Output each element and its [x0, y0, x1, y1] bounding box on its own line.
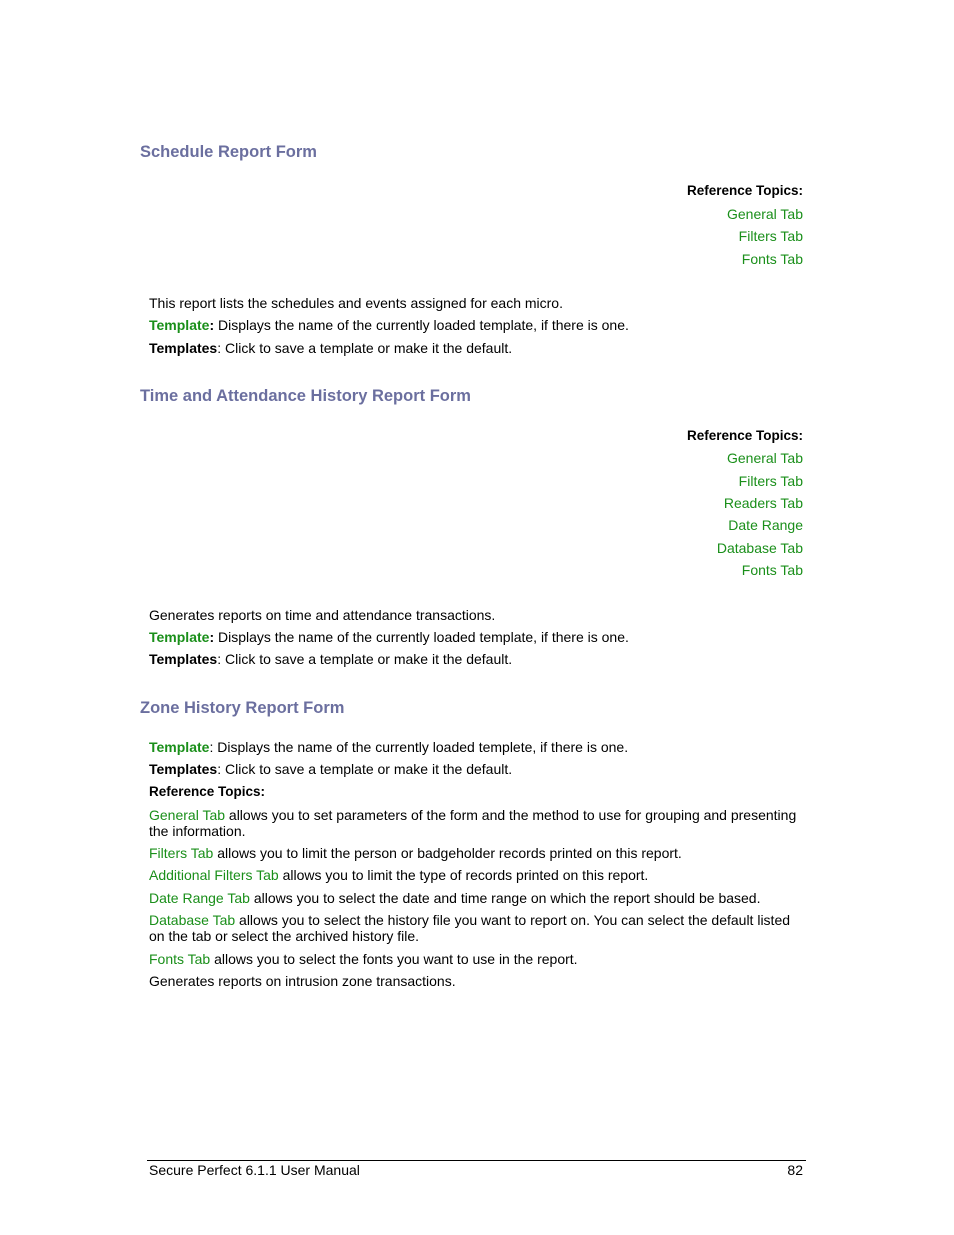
footer-divider [147, 1160, 806, 1161]
ref-item-text: allows you to set parameters of the form and the method to use for grouping and presenting the information. [149, 807, 797, 839]
ref-item-text: allows you to limit the type of records printed on this report. [278, 867, 649, 883]
ref-link-general-tab[interactable]: General Tab [149, 807, 226, 823]
template-line [149, 739, 809, 755]
section-heading-time-attendance: Time and Attendance History Report Form [140, 387, 471, 405]
templates-label: Templates [149, 651, 218, 667]
templates-text: : Click to save a template or make it the default. [217, 651, 513, 667]
template-label: Template [149, 629, 210, 645]
templates-text: : Click to save a template or make it the default. [217, 761, 513, 777]
templates-text: : Click to save a template or make it the default. [217, 340, 513, 356]
templates-line [149, 651, 809, 667]
template-line [149, 629, 809, 645]
ref-item-database-tab [149, 912, 809, 944]
ref-link-filters-tab[interactable]: Filters Tab [738, 228, 803, 244]
ref-link-database-tab[interactable]: Database Tab [716, 540, 803, 556]
ref-link-fonts-tab[interactable]: Fonts Tab [741, 562, 803, 578]
ref-link-readers-tab[interactable]: Readers Tab [723, 495, 803, 511]
ref-link-fonts-tab[interactable]: Fonts Tab [149, 951, 211, 967]
template-label: Template [149, 739, 210, 755]
ref-item-additional-filters-tab [149, 867, 809, 883]
templates-line [149, 761, 809, 777]
ref-item-text: allows you to select the history file you want to report on. You can select the default listed on the tab or select the archived history file. [149, 912, 791, 944]
ref-link-filters-tab[interactable]: Filters Tab [738, 473, 803, 489]
ref-link-date-range-tab[interactable]: Date Range Tab [149, 890, 250, 906]
section-heading-zone-history: Zone History Report Form [140, 699, 345, 717]
templates-label: Templates [149, 340, 218, 356]
description: Generates reports on time and attendance transactions. [149, 607, 496, 623]
description: This report lists the schedules and events assigned for each micro. [149, 295, 563, 311]
ref-item-filters-tab [149, 845, 809, 861]
ref-item-fonts-tab [149, 951, 809, 967]
ref-link-general-tab[interactable]: General Tab [726, 206, 803, 222]
ref-link-filters-tab[interactable]: Filters Tab [149, 845, 214, 861]
ref-link-date-range[interactable]: Date Range [728, 517, 803, 533]
footer-manual-title: Secure Perfect 6.1.1 User Manual [149, 1162, 360, 1178]
reference-topics-heading: Reference Topics: [686, 183, 803, 198]
template-text: : Displays the name of the currently loaded templete, if there is one. [209, 739, 629, 755]
ref-item-text: allows you to select the fonts you want to use in the report. [210, 951, 578, 967]
footer-page-number: 82 [787, 1162, 803, 1178]
ref-link-database-tab[interactable]: Database Tab [149, 912, 236, 928]
ref-item-general-tab [149, 807, 809, 839]
template-text: Displays the name of the currently loaded template, if there is one. [214, 317, 629, 333]
templates-line [149, 340, 809, 356]
reference-topics-heading: Reference Topics: [149, 784, 266, 799]
ref-link-additional-filters-tab[interactable]: Additional Filters Tab [149, 867, 279, 883]
template-colon: : [209, 317, 215, 333]
ref-link-general-tab[interactable]: General Tab [726, 450, 803, 466]
description: Generates reports on intrusion zone transactions. [149, 973, 456, 989]
ref-item-date-range-tab [149, 890, 809, 906]
template-colon: : [209, 629, 215, 645]
reference-topics-heading: Reference Topics: [686, 428, 803, 443]
template-text: Displays the name of the currently loaded template, if there is one. [214, 629, 629, 645]
template-line [149, 317, 809, 333]
section-heading-schedule-report: Schedule Report Form [140, 143, 317, 161]
ref-item-text: allows you to select the date and time range on which the report should be based. [249, 890, 761, 906]
template-label: Template [149, 317, 210, 333]
templates-label: Templates [149, 761, 218, 777]
ref-link-fonts-tab[interactable]: Fonts Tab [741, 251, 803, 267]
ref-item-text: allows you to limit the person or badgeholder records printed on this report. [213, 845, 682, 861]
